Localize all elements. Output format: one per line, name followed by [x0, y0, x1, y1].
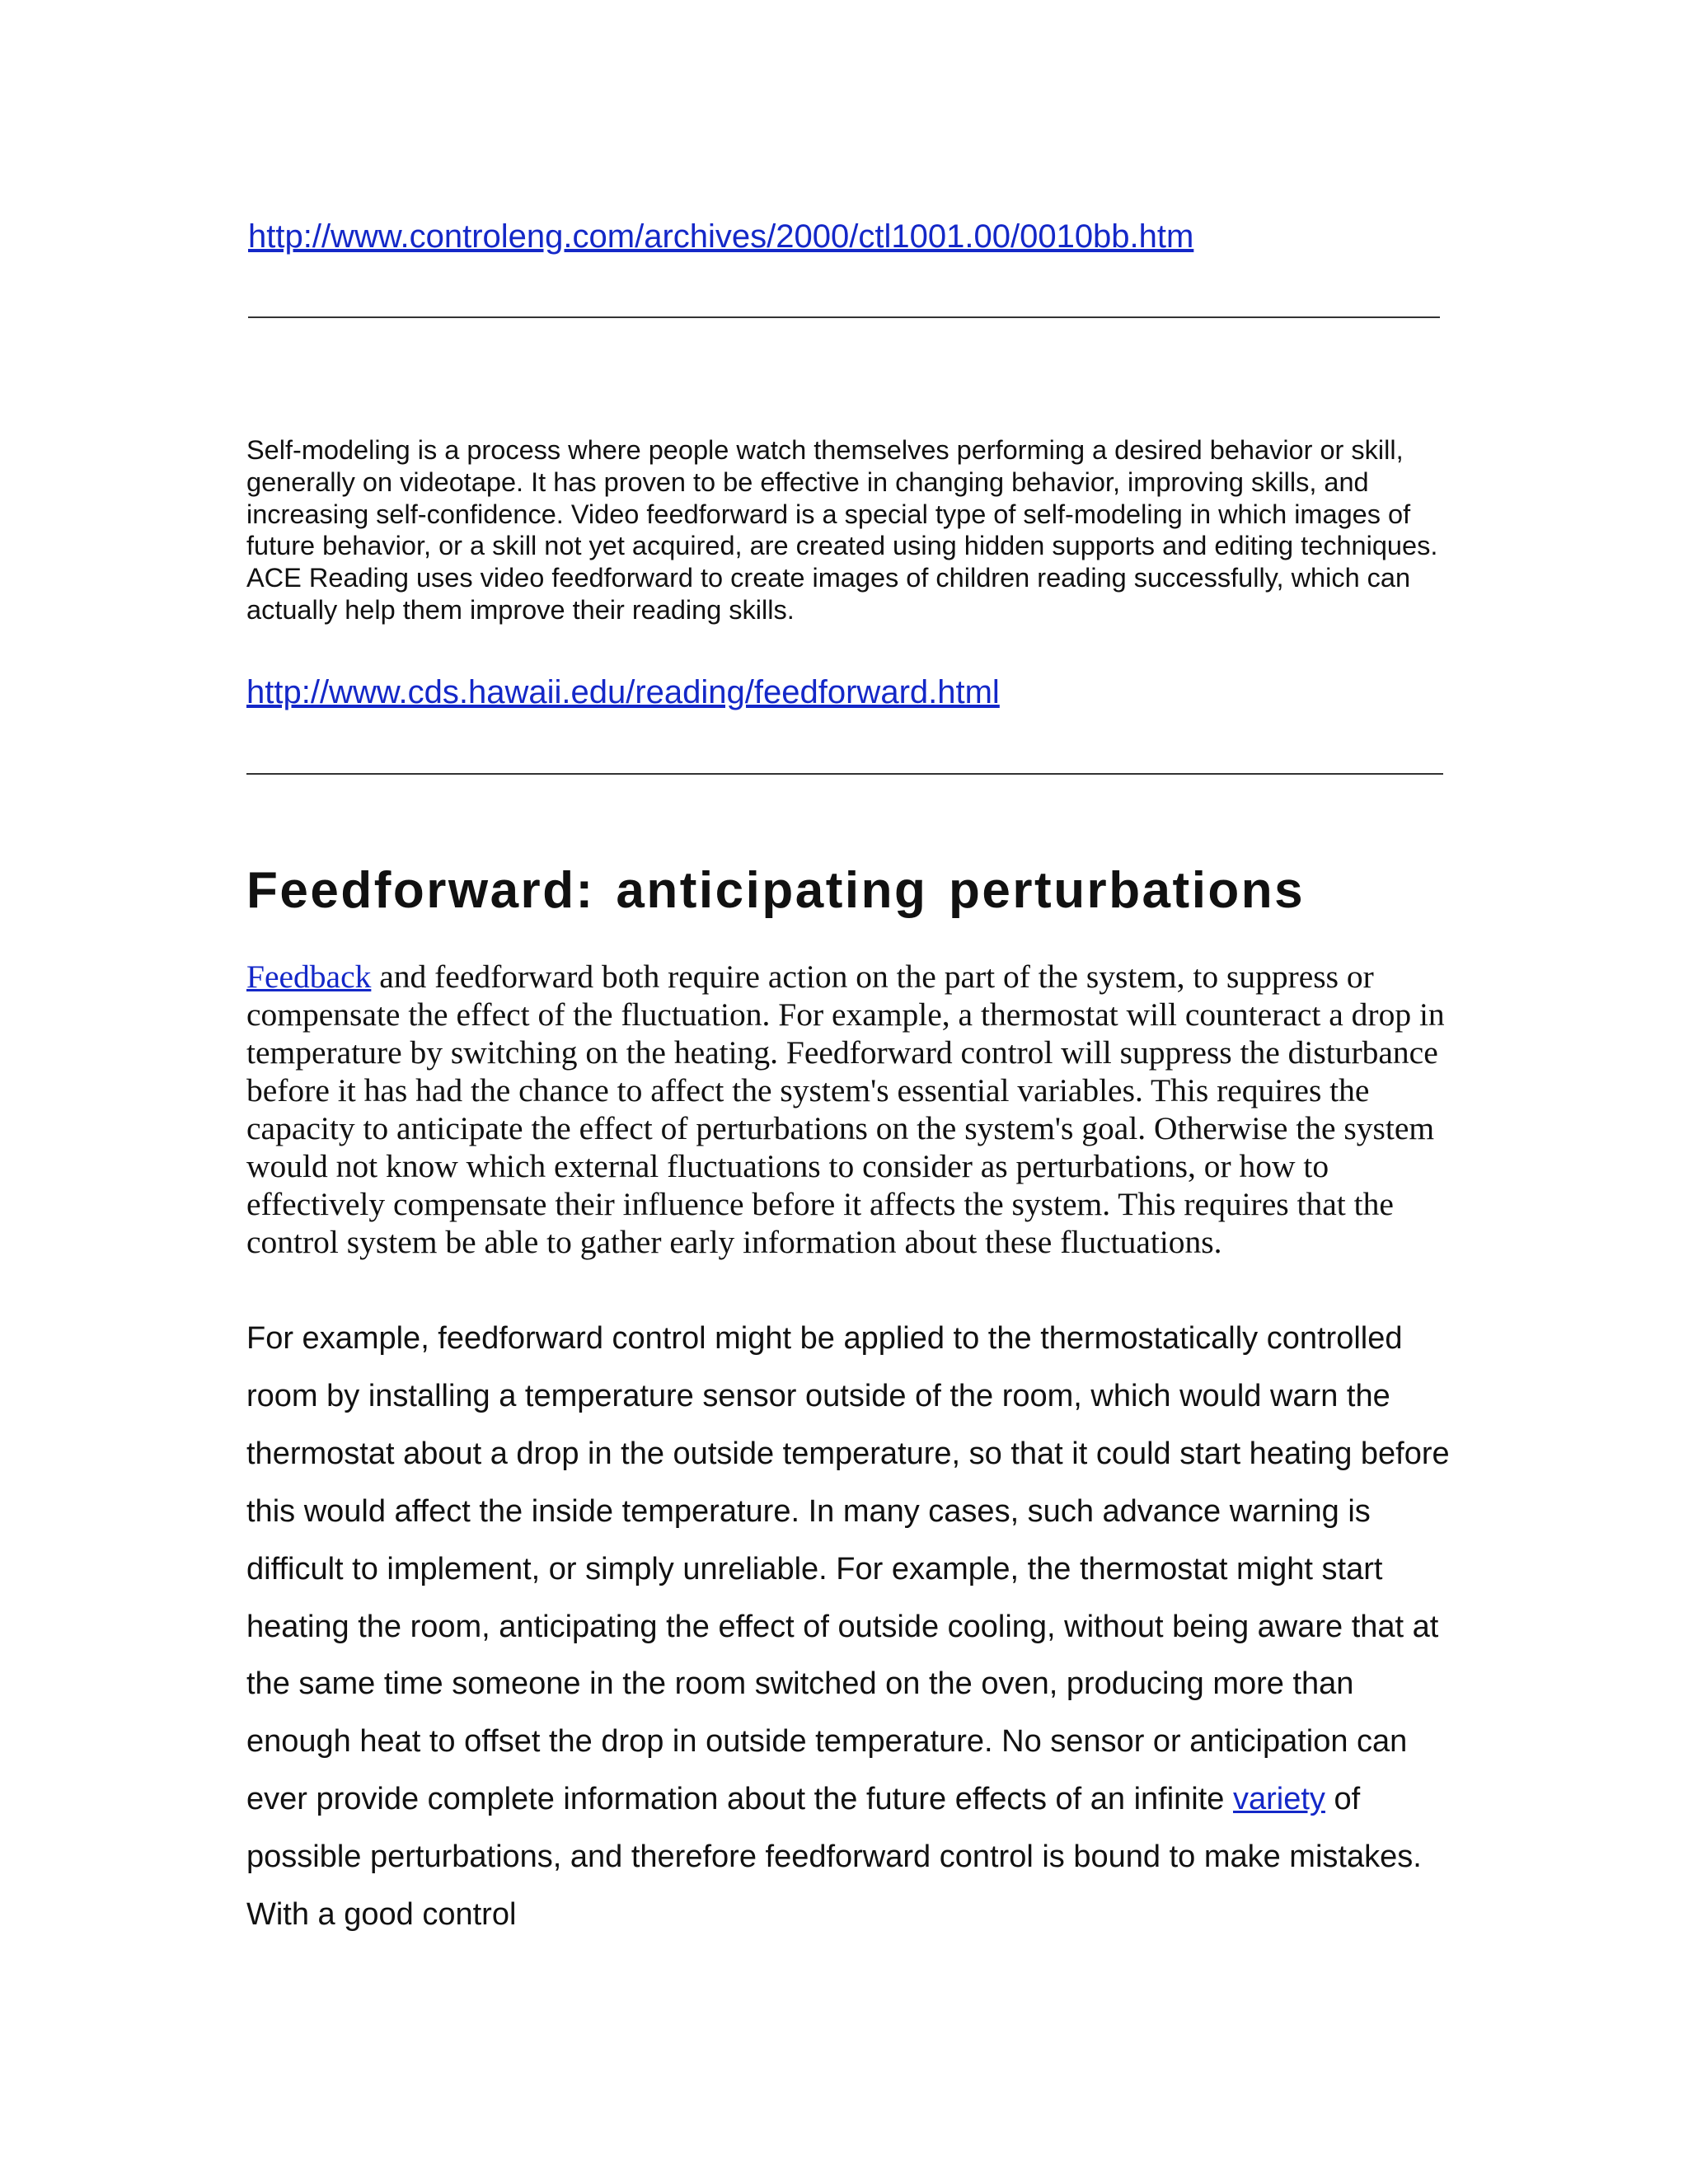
- feedback-link[interactable]: Feedback: [246, 958, 372, 995]
- self-modeling-paragraph: Self-modeling is a process where people watch themselves performing a desired behavior or skill, generally on videotape. It has proven to be effective in changing behavior, improving skills, and increasing self-confidence. Video feedforward is a special type of self-modeling in which images of future behavior, or a skill not yet acquired, are created using hidden supports and editing techniques. ACE Reading uses video feedforward to create images of children reading successfully, which can actually help them improve their reading skills.: [246, 435, 1438, 625]
- horizontal-rule: [248, 316, 1440, 318]
- variety-link[interactable]: variety: [1233, 1782, 1325, 1817]
- feedforward-reading-link[interactable]: http://www.cds.hawaii.edu/reading/feedforward.html: [246, 674, 1000, 710]
- thermostat-example-paragraph: [246, 1310, 1458, 1944]
- controleng-archive-link[interactable]: http://www.controleng.com/archives/2000/ctl1001.00/0010bb.htm: [248, 218, 1194, 255]
- paragraph-text: of possible perturbations, and therefore feedforward control is bound to make mistakes. With a good control: [246, 1782, 1422, 1933]
- section-heading: Feedforward: anticipating perturbations: [246, 862, 1306, 919]
- paragraph-text: For example, feedforward control might be applied to the thermostatically controlled room by installing a temperature sensor outside of the room, which would warn the thermostat about a drop in the outside temperature, so that it could start heating before this would affect the inside temperature. In many cases, such advance warning is difficult to implement, or simply unreliable. For example, the thermostat might start heating the room, anticipating the effect of outside cooling, without being aware that at the same time someone in the room switched on the oven, producing more than enough heat to offset the drop in outside temperature. No sensor or anticipation can ever provide complete information about the future effects of an infinite: [246, 1321, 1450, 1817]
- paragraph-text: and feedforward both require action on the part of the system, to suppress or compensate the effect of the fluctuation. For example, a thermostat will counteract a drop in temperature by switching on the heating. Feedforward control will suppress the disturbance before it has had the chance to affect the system's essential variables. This requires the capacity to anticipate the effect of perturbations on the system's goal. Otherwise the system would not know which external fluctuations to consider as perturbations, or how to effectively compensate their influence before it affects the system. This requires that the control system be able to gather early information about these fluctuations.: [246, 958, 1445, 1260]
- horizontal-rule: [246, 773, 1443, 775]
- feedback-feedforward-paragraph: [246, 958, 1450, 1261]
